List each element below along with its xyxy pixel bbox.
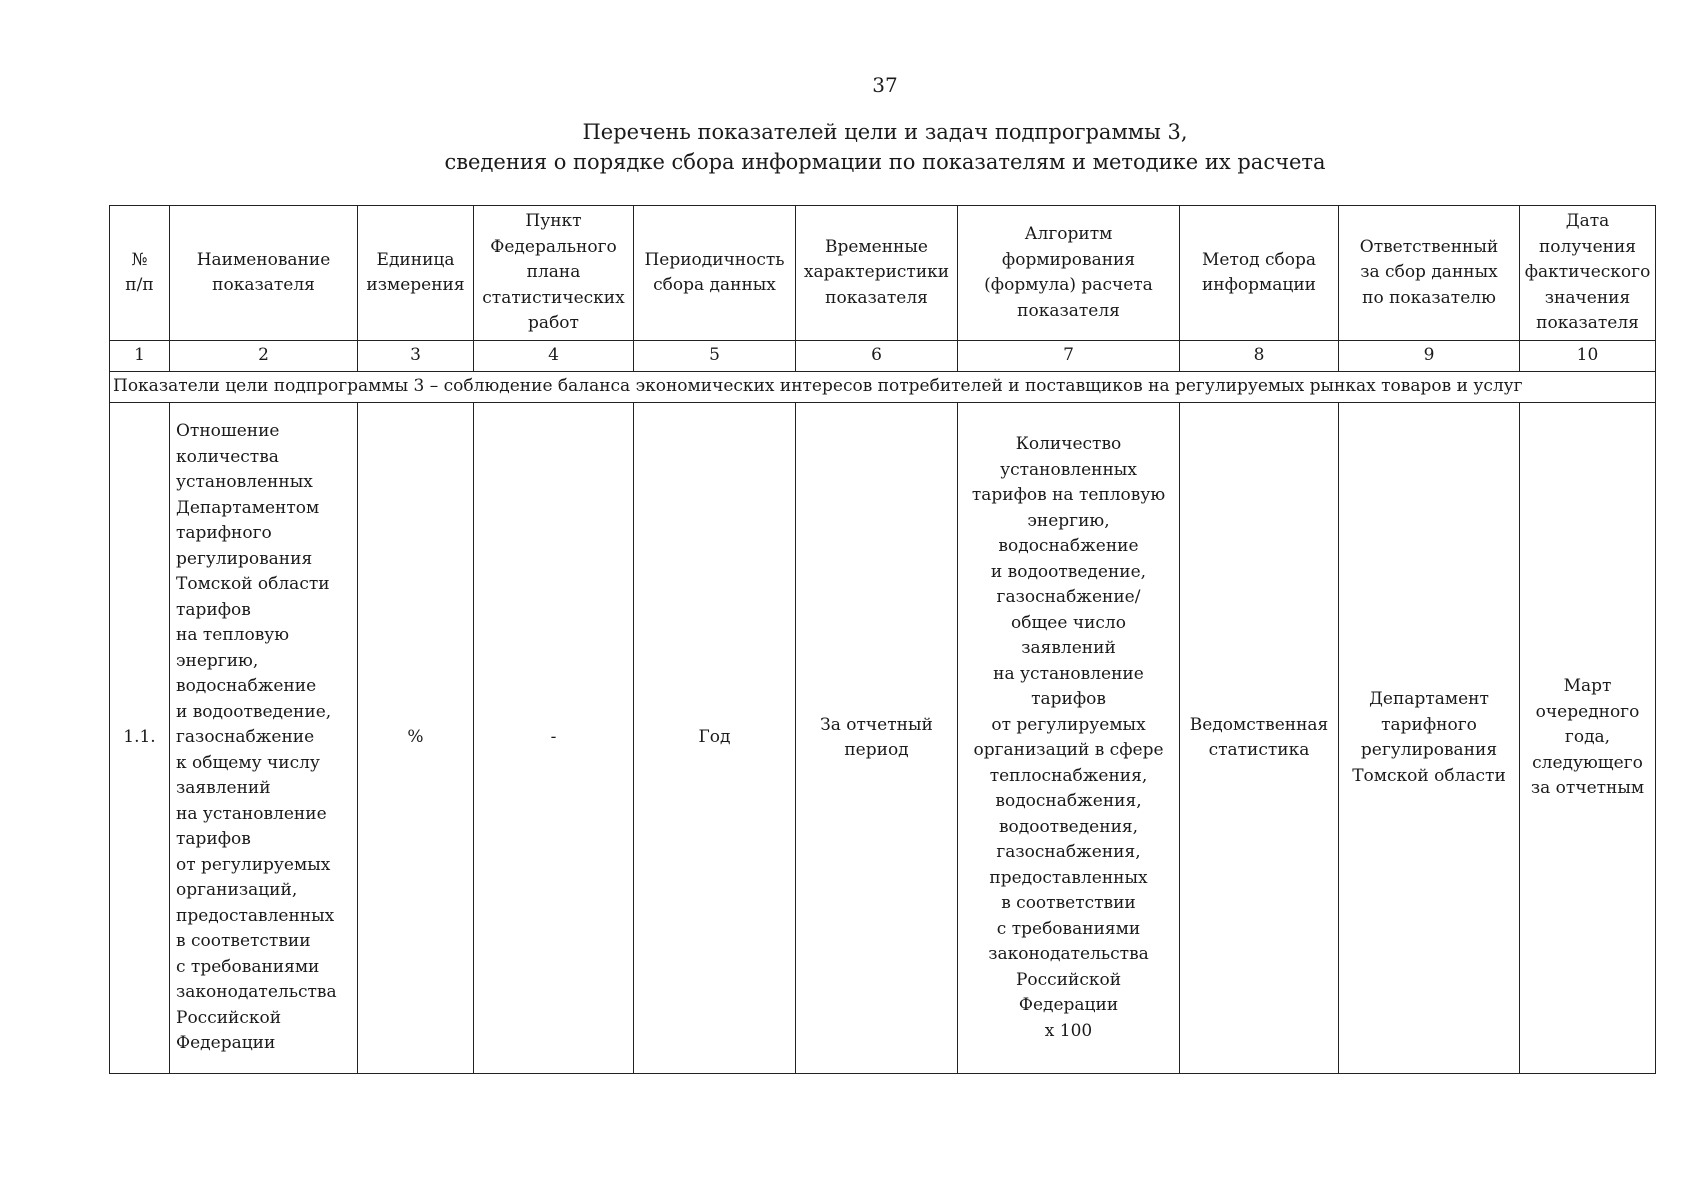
- periodicity: Год: [634, 403, 796, 1074]
- column-number: 6: [796, 341, 958, 372]
- column-number: 1: [110, 341, 170, 372]
- column-number: 3: [358, 341, 474, 372]
- header-cell: Периодичность сбора данных: [634, 206, 796, 341]
- header-cell: Наименование показателя: [170, 206, 358, 341]
- column-number: 2: [170, 341, 358, 372]
- date-obtained: Март очередного года, следующего за отчетным: [1520, 403, 1656, 1074]
- page-number: 37: [872, 73, 898, 97]
- indicators-table: [109, 205, 1656, 1074]
- header-cell: Временные характеристики показателя: [796, 206, 958, 341]
- header-cell: № п/п: [110, 206, 170, 341]
- header-cell: Пункт Федерального плана статистических работ: [474, 206, 634, 341]
- federal-plan-item: -: [474, 403, 634, 1074]
- indicator-name: Отношение количества установленных Департаментом тарифного регулирования Томской области тарифов на тепловую энергию, водоснабжение и водоотведение, газоснабжение к общему числу заявлений на установление тарифов от регулируемых организаций, предоставленных в соответствии с требованиями законодательства Российской Федерации: [170, 403, 358, 1074]
- title-line-2: сведения о порядке сбора информации по показателям и методике их расчета: [444, 150, 1326, 174]
- column-number: 4: [474, 341, 634, 372]
- column-number: 8: [1180, 341, 1339, 372]
- header-cell: Ответственный за сбор данных по показателю: [1339, 206, 1520, 341]
- table-row: [110, 403, 1656, 1074]
- collection-method: Ведомственная статистика: [1180, 403, 1339, 1074]
- column-number: 10: [1520, 341, 1656, 372]
- time-characteristics: За отчетный период: [796, 403, 958, 1074]
- column-number: 7: [958, 341, 1180, 372]
- column-number: 9: [1339, 341, 1520, 372]
- section-row: [110, 372, 1656, 403]
- unit: %: [358, 403, 474, 1074]
- row-number: 1.1.: [110, 403, 170, 1074]
- header-cell: Единица измерения: [358, 206, 474, 341]
- responsible: Департамент тарифного регулирования Томской области: [1339, 403, 1520, 1074]
- header-cell: Дата получения фактического значения показателя: [1520, 206, 1656, 341]
- column-number-row: [110, 341, 1656, 372]
- document-title: [0, 117, 1698, 177]
- header-row: [110, 206, 1656, 341]
- title-line-1: Перечень показателей цели и задач подпрограммы 3,: [582, 120, 1188, 144]
- header-cell: Метод сбора информации: [1180, 206, 1339, 341]
- calculation-formula: Количество установленных тарифов на тепловую энергию, водоснабжение и водоотведение, газоснабжение/ общее число заявлений на установление тарифов от регулируемых организаций в сфере теплоснабжения, водоснабжения, водоотведения, газоснабжения, предоставленных в соответствии с требованиями законодательства Российской Федерации х 100: [958, 403, 1180, 1074]
- section-title: Показатели цели подпрограммы 3 – соблюдение баланса экономических интересов потребителей и поставщиков на регулируемых рынках товаров и услуг: [110, 372, 1656, 403]
- column-number: 5: [634, 341, 796, 372]
- header-cell: Алгоритм формирования (формула) расчета показателя: [958, 206, 1180, 341]
